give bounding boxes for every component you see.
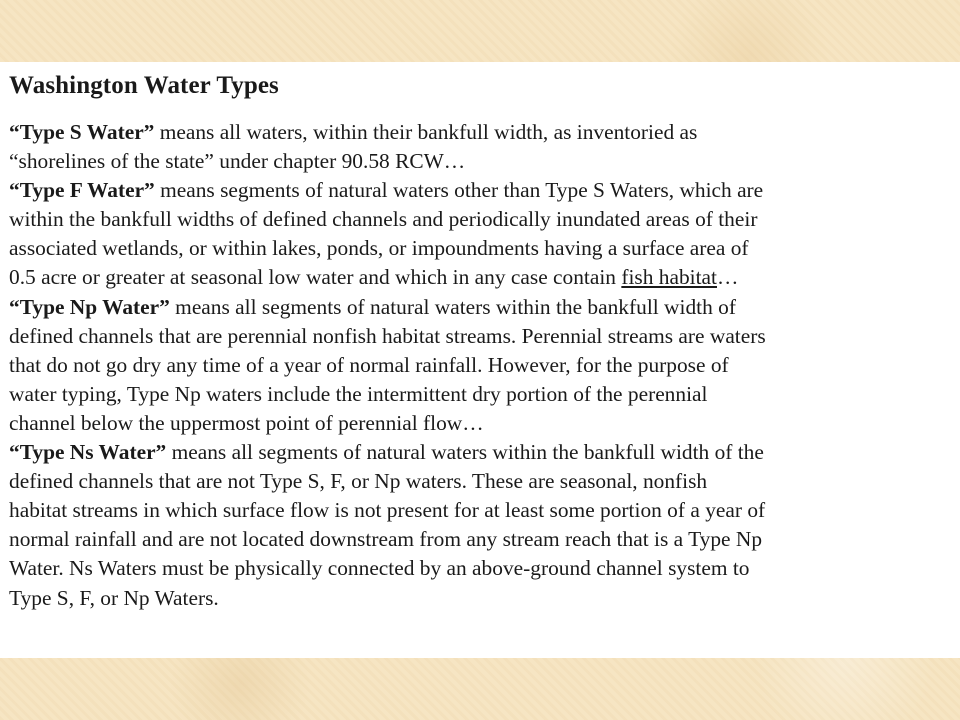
definition-term: “Type S Water” bbox=[9, 120, 155, 144]
definition-type-np bbox=[9, 293, 950, 438]
definition-tail: … bbox=[717, 265, 739, 290]
definition-text: means all waters, within their bankfull width, as inventoried as “shorelines of the state” under chapter 90.58 RCW… bbox=[9, 120, 698, 174]
definition-type-f bbox=[9, 176, 950, 292]
document-title: Washington Water Types bbox=[9, 72, 279, 99]
definition-term: “Type Np Water” bbox=[9, 294, 170, 319]
document-panel bbox=[0, 62, 960, 658]
definition-type-s bbox=[9, 118, 950, 176]
definition-text: means segments of natural waters other than Type S Waters, which are within the bankfull widths of defined channels and periodically inundated areas of their associated wetlands, or within lakes, ponds, or impoundments having a surface area of 0.5 acre or greater at seasonal low water and which in any case contain bbox=[9, 178, 764, 290]
definition-text: means all segments of natural waters within the bankfull width of defined channels that are perennial nonfish habitat streams. Perennial streams are waters that do not go dry any time of a year of normal rainfall. However, for the purpose of water typing, Type Np waters include the intermittent dry portion of the perennial channel below the uppermost point of perennial flow… bbox=[9, 294, 766, 435]
definition-type-ns bbox=[9, 438, 950, 613]
fish-habitat-underlined: fish habitat bbox=[621, 265, 717, 290]
definition-term: “Type Ns Water” bbox=[9, 440, 167, 465]
definition-text: means all segments of natural waters within the bankfull width of the defined channels that are not Type S, F, or Np waters. These are seasonal, nonfish habitat streams in which surface flow is not present for at least some portion of a year of normal rainfall and are not located downstream from any stream reach that is a Type Np Water. Ns Waters must be physically connected by an above-ground channel system to Type S, F, or Np Waters. bbox=[9, 440, 766, 610]
definition-term: “Type F Water” bbox=[9, 178, 155, 203]
